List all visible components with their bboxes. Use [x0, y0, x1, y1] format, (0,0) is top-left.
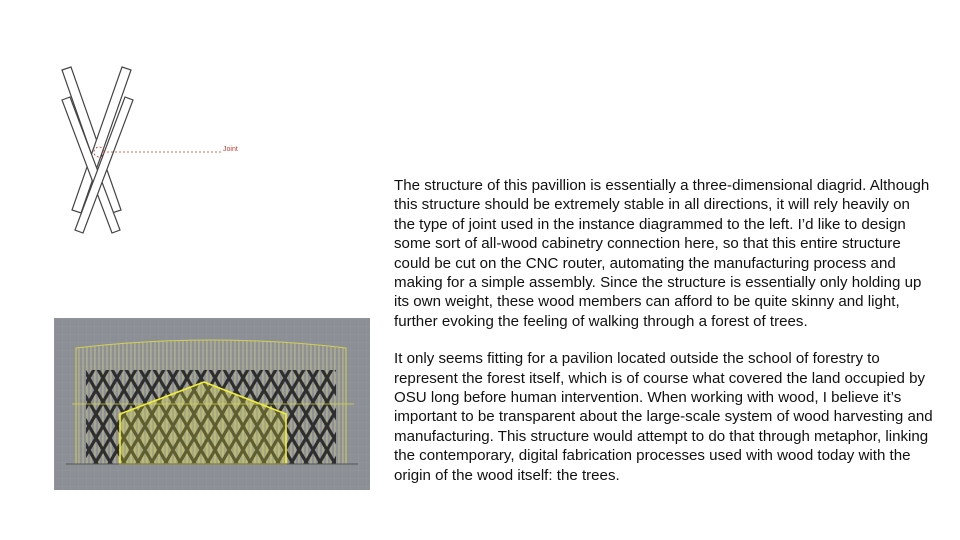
pavilion-render	[54, 318, 370, 490]
joint-diagram	[55, 60, 255, 240]
paragraph-1: The structure of this pavillion is essentially a three-dimensional diagrid. Although this structure should be extremely stable in all directions, it will rely heavily on the type of joint used in the instance diagrammed to the left. I’d like to design some sort of all-wood cabinetry connection here, so that this entire structure could be cut on the CNC router, automating the manufacturing process and making for a simple assembly. Since the structure is essentially only holding up its own weight, these wood members can afford to be quite skinny and light, further evoking the feeling of walking through a forest of trees.	[394, 177, 930, 330]
pavilion-render-drawing	[54, 318, 370, 490]
diagrid-members	[62, 67, 133, 233]
body-text	[394, 176, 934, 503]
paragraph-2: It only seems fitting for a pavilion located outside the school of forestry to represent the forest itself, which is of course what covered the land occupied by OSU long before human intervention. When working with wood, I believe it’s important to be transparent about the large-scale system of wood harvesting and manufacturing. This structure would attempt to do that through metaphor, linking the contemporary, digital fabrication processes used with wood today with the origin of the wood itself: the trees.	[394, 350, 933, 484]
joint-label: Joint	[223, 146, 238, 153]
